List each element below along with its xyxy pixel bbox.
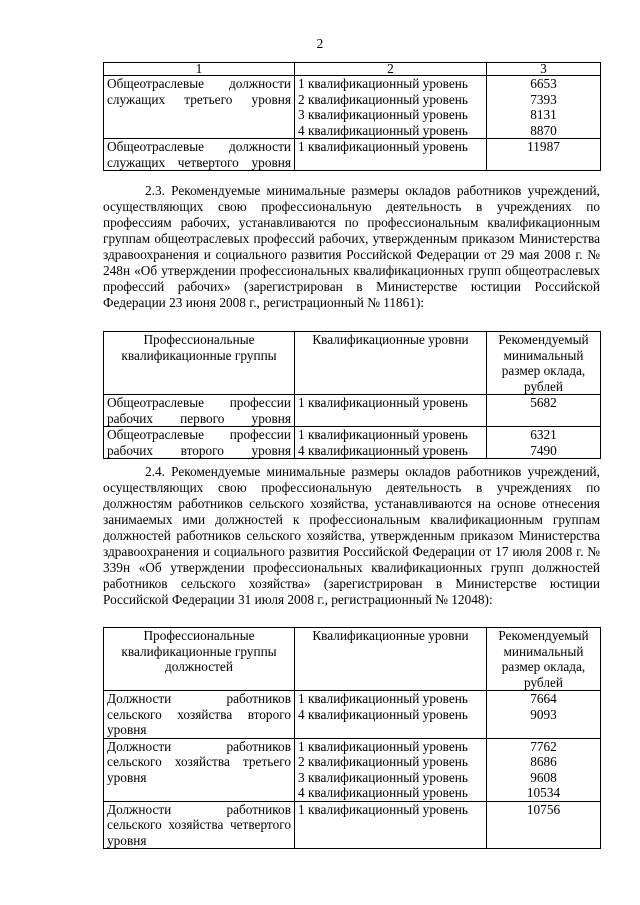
paragraph-2-3 (103, 183, 600, 311)
table-agriculture-positions (103, 627, 601, 849)
salary-cell (487, 76, 601, 139)
level-text: 3 квалификационный уровень (298, 107, 468, 122)
levels-cell (295, 139, 487, 171)
salary-value: 10534 (526, 785, 561, 800)
table-row (104, 395, 601, 427)
salary-cell (487, 395, 601, 427)
salary-cell (487, 427, 601, 459)
salary-cell (487, 691, 601, 739)
level-text: 4 квалификационный уровень (298, 122, 468, 138)
paragraph-text: 2.4. Рекомендуемые минимальные размеры окладов работников учреждений, осуществляющих свою профессиональную деятельность в учреждениях по должностям работников сельского хозяйства, устанавливаются на основе отнесения занимаемых ими должностей к профессиональным квалификационным группам должностей работников сельского хозяйства, утвержденным приказом Министерства здравоохранения и социального развития Российской Федерации от 17 июля 2008 г. № 339н «Об утверждении профессиональных квалификационных групп должностей работников сельского хозяйства» (зарегистрирован в Министерстве юстиции Российской Федерации 31 июля 2008 г., регистрационный № 12048): (103, 464, 600, 607)
level-text: 1 квалификационный уровень (298, 139, 468, 154)
salary-cell (487, 738, 601, 801)
levels-cell (295, 76, 487, 139)
salary-cell (487, 801, 601, 849)
salary-value: 7490 (530, 442, 557, 458)
level-text: 2 квалификационный уровень (298, 754, 468, 769)
level-text: 3 квалификационный уровень (298, 769, 468, 785)
group-cell: Должности работников сельского хозяйства четвертого уровня (104, 801, 295, 849)
table-header-row (104, 63, 601, 76)
table-row (104, 427, 601, 459)
levels-cell (295, 801, 487, 849)
group-cell: Общеотраслевые профессии рабочих первого уровня (104, 395, 295, 427)
level-text: 1 квалификационный уровень (298, 395, 468, 410)
levels-cell (295, 395, 487, 427)
table-row (104, 76, 601, 139)
level-text: 1 квалификационный уровень (298, 801, 468, 817)
column-header: Квалификационные уровни (295, 628, 487, 691)
salary-value: 11987 (527, 139, 560, 154)
table-row (104, 691, 601, 739)
column-header: Квалификационные уровни (295, 332, 487, 395)
group-cell: Должности работников сельского хозяйства второго уровня (104, 691, 295, 739)
column-header: Профессиональные квалификационные группы (104, 332, 295, 395)
column-header: Профессиональные квалификационные группы должностей (104, 628, 295, 691)
levels-cell (295, 691, 487, 739)
salary-value: 6321 (530, 427, 557, 442)
paragraph-2-4 (103, 464, 600, 608)
level-text: 1 квалификационный уровень (298, 691, 468, 706)
salary-cell (487, 139, 601, 171)
salary-value: 7664 (530, 691, 557, 706)
group-cell: Общеотраслевые должности служащих четвертого уровня (104, 139, 295, 171)
table-row (104, 801, 601, 849)
salary-value: 9608 (530, 769, 557, 785)
group-cell: Общеотраслевые профессии рабочих второго уровня (104, 427, 295, 459)
level-text: 2 квалификационный уровень (298, 91, 468, 107)
group-cell: Общеотраслевые должности служащих третьего уровня (104, 76, 295, 139)
column-number: 1 (104, 63, 295, 76)
table-worker-professions (103, 331, 601, 459)
column-number: 2 (295, 63, 487, 76)
table-header-row (104, 332, 601, 395)
salary-value: 8870 (530, 122, 557, 138)
column-number: 3 (487, 63, 601, 76)
table-office-positions (103, 62, 601, 171)
salary-value: 7762 (530, 738, 557, 754)
table-header-row (104, 628, 601, 691)
page-number: 2 (316, 36, 324, 51)
table-row (104, 139, 601, 171)
column-header: Рекомендуемый минимальный размер оклада, рублей (487, 332, 601, 395)
level-text: 4 квалификационный уровень (298, 785, 468, 800)
level-text: 4 квалификационный уровень (298, 442, 468, 458)
levels-cell (295, 427, 487, 459)
level-text: 1 квалификационный уровень (298, 738, 468, 754)
level-text: 1 квалификационный уровень (298, 427, 468, 442)
level-text: 1 квалификационный уровень (298, 76, 468, 91)
salary-value: 8131 (530, 107, 557, 122)
salary-value: 10756 (526, 801, 561, 817)
group-cell: Должности работников сельского хозяйства третьего уровня (104, 738, 295, 801)
salary-value: 5682 (530, 395, 557, 410)
salary-value: 7393 (530, 91, 557, 107)
paragraph-text: 2.3. Рекомендуемые минимальные размеры окладов работников учреждений, осуществляющих свою профессиональную деятельность в учреждениях по профессиям рабочих, устанавливаются по профессиональным квалификационным группам общеотраслевых профессий рабочих, утвержденным приказом Министерства здравоохранения и социального развития Российской Федерации от 29 мая 2008 г. № 248н «Об утверждении профессиональных квалификационных групп общеотраслевых профессий рабочих» (зарегистрирован в Министерстве юстиции Российской Федерации 23 июня 2008 г., регистрационный № 11861): (103, 183, 600, 310)
salary-value: 8686 (530, 754, 557, 769)
column-header: Рекомендуемый минимальный размер оклада, рублей (487, 628, 601, 691)
salary-value: 9093 (530, 706, 557, 722)
salary-value: 6653 (530, 76, 557, 91)
level-text: 4 квалификационный уровень (298, 706, 468, 722)
table-row (104, 738, 601, 801)
levels-cell (295, 738, 487, 801)
